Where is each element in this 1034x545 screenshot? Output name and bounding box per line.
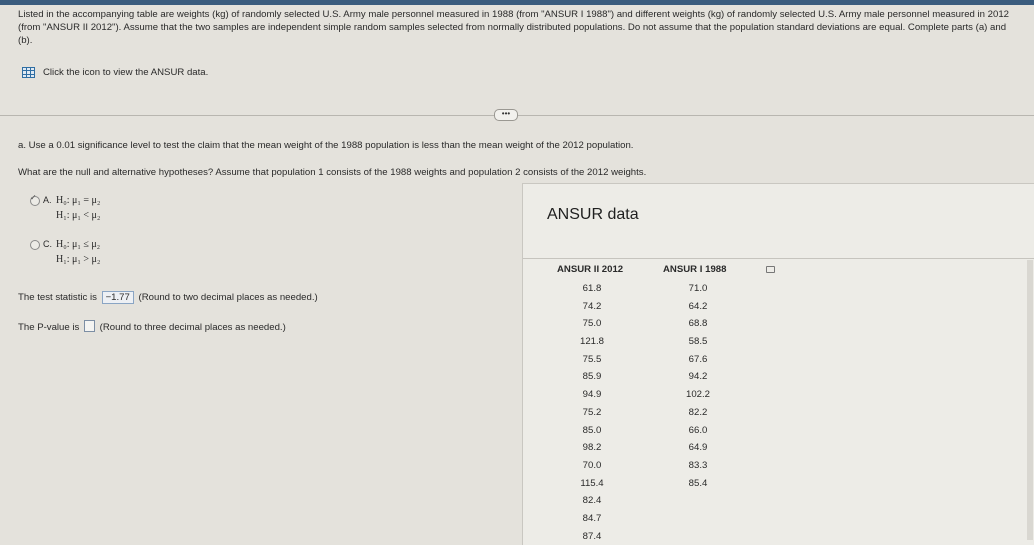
table-cell: 85.0 [582,424,602,436]
table-cell: 58.5 [688,336,708,348]
column-header-2012: ANSUR II 2012 [557,264,624,275]
test-statistic-line [18,291,318,304]
choice-a-h0: H₀: μ₁ = μ₂ [56,195,101,206]
table-cell: 71.0 [688,283,708,294]
p-value-input[interactable] [84,320,95,332]
table-cell: 87.4 [582,530,602,542]
ansur-data-panel [522,183,1034,545]
choice-c-h1: H₁: μ₁ > μ₂ [56,254,101,265]
table-cell: 70.0 [582,459,602,471]
choice-a-h1: H₁: μ₁ < μ₂ [56,210,101,221]
table-cell: 94.2 [688,371,708,383]
table-cell: 102.2 [685,389,710,401]
panel-scrollbar[interactable] [1027,260,1033,540]
panel-divider [523,258,1034,259]
ansur-data-link-label: Click the icon to view the ANSUR data. [43,67,209,78]
copy-icon[interactable] [766,266,775,273]
table-cell: 75.5 [582,353,602,365]
table-grid-icon[interactable] [22,67,35,78]
table-cell: 64.9 [688,442,708,454]
part-a-prompt: a. Use a 0.01 significance level to test the claim that the mean weight of the 1988 population is less than the mean weight of the 2012 population. [18,140,634,151]
test-statistic-prefix: The test statistic is [18,292,97,303]
hypotheses-question: What are the null and alternative hypotheses? Assume that population 1 consists of the 1988 weights and population 2 consists of the 2012 weights. [18,167,647,178]
choice-c-h0: H₀: μ₁ ≤ μ₂ [56,239,101,250]
table-cell: 82.2 [688,406,708,418]
p-value-prefix: The P-value is [18,322,80,333]
table-cell: 85.9 [582,371,602,383]
choice-c-radio[interactable] [30,240,40,250]
column-1988-values [673,280,723,492]
table-cell: 94.9 [582,389,602,401]
table-cell: 61.8 [582,283,602,294]
test-statistic-value[interactable]: −1.77 [102,291,134,304]
table-cell: 74.2 [582,300,602,312]
table-cell: 75.2 [582,406,602,418]
column-header-1988: ANSUR I 1988 [663,264,727,275]
more-button[interactable]: ••• [494,109,518,121]
table-cell: 82.4 [582,495,602,507]
table-cell: 121.8 [579,336,604,348]
table-cell: 64.2 [688,300,708,312]
problem-intro: Listed in the accompanying table are weights (kg) of randomly selected U.S. Army male personnel measured in 1988 (from "ANSUR I 1988") and different weights (kg) of randomly selected U.S. Army male personnel measured in 2012 (from "ANSUR II 2012"). Assume that the two samples are independent simple random samples selected from normally distributed populations. Do not assume that the population standard deviations are equal. Complete parts (a) and (b). [18,9,1010,47]
table-cell: 68.8 [688,318,708,330]
choice-a-letter: A. [43,195,52,205]
choice-c-letter: C. [43,239,52,249]
ansur-data-link[interactable] [22,67,208,78]
table-cell: 66.0 [688,424,708,436]
check-icon: ✓ [30,193,37,202]
table-cell: 83.3 [688,459,708,471]
table-cell: 98.2 [582,442,602,454]
column-2012-values [567,280,617,545]
table-cell: 75.0 [582,318,602,330]
test-statistic-suffix: (Round to two decimal places as needed.) [138,292,318,303]
p-value-suffix: (Round to three decimal places as needed.) [99,322,286,333]
top-strip [0,0,1034,5]
table-cell: 115.4 [580,477,604,489]
table-cell: 84.7 [582,512,602,524]
table-cell: 85.4 [688,477,708,489]
panel-title: ANSUR data [547,206,639,223]
p-value-line [18,320,286,333]
table-cell: 67.6 [688,353,708,365]
